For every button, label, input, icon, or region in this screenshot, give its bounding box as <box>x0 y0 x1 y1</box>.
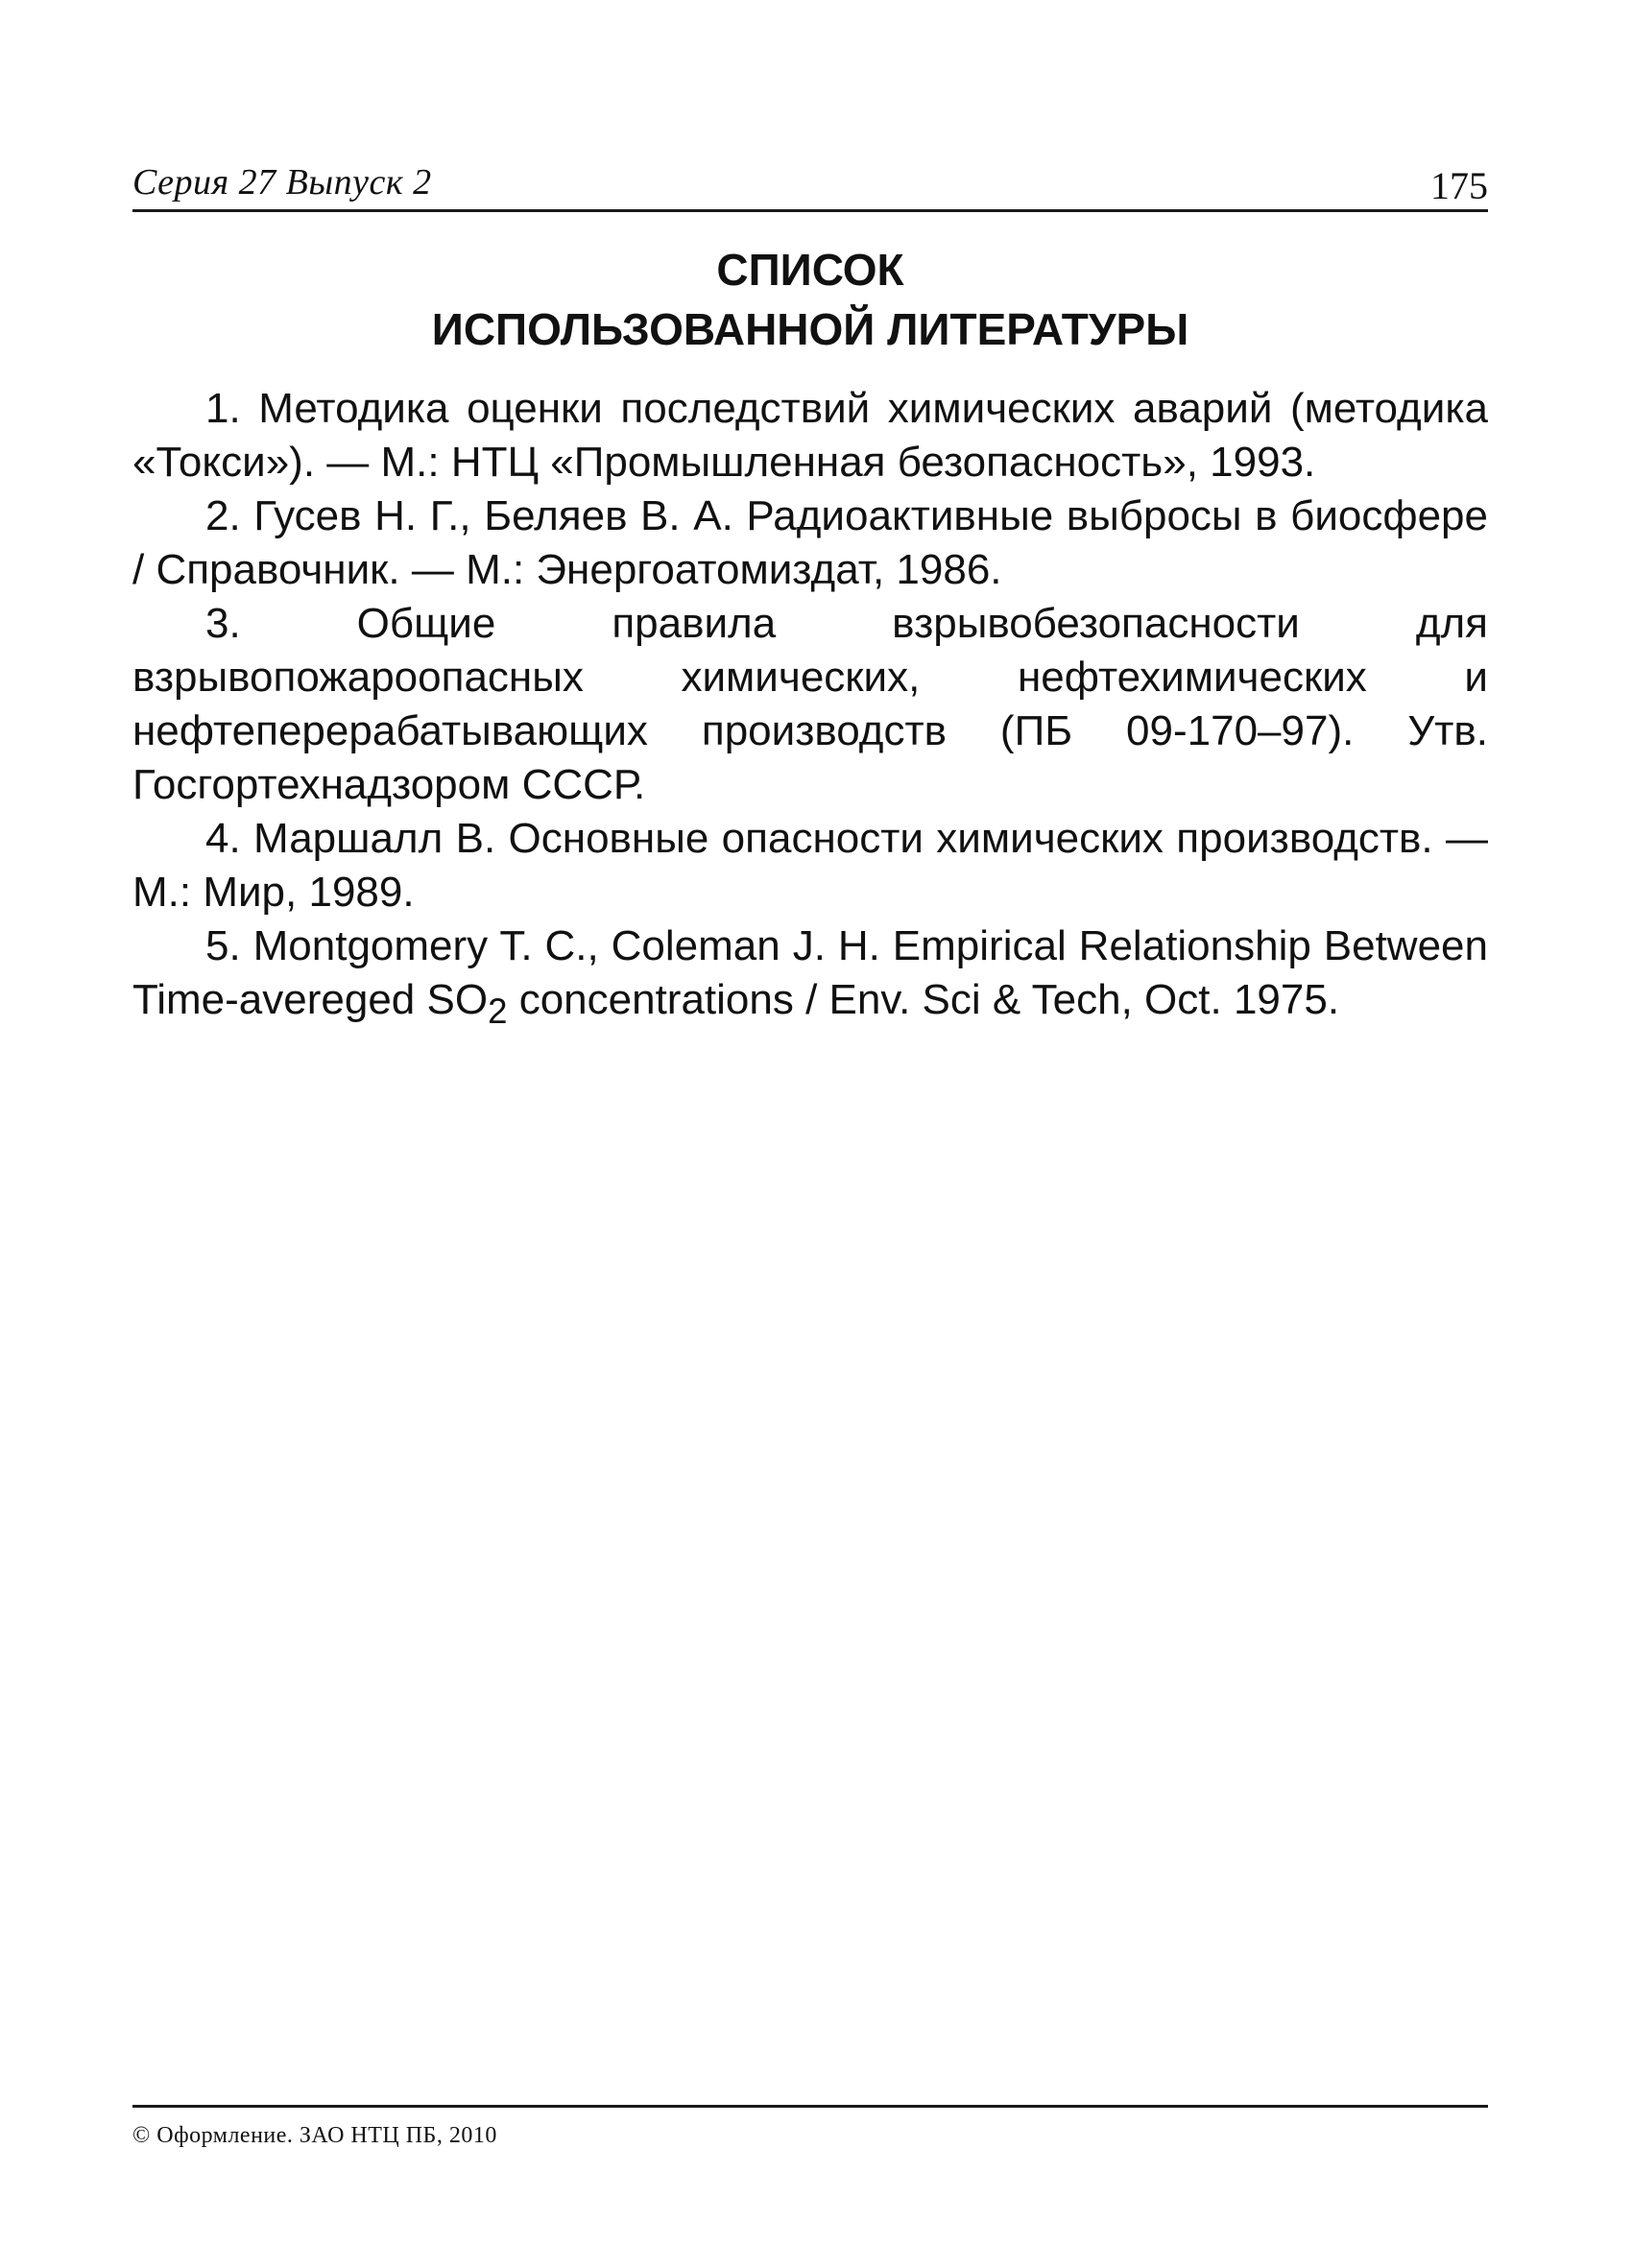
reference-item-1: 1. Методика оценки последствий химических аварий (методика «Токси»). — М.: НТЦ «Промышленная безопасность», 1993. <box>132 385 1488 486</box>
title-line-2: ИСПОЛЬЗОВАННОЙ ЛИТЕРАТУРЫ <box>431 304 1189 354</box>
series-issue-label: Серия 27 Выпуск 2 <box>132 162 432 203</box>
reference-item-5 <box>132 919 1488 1039</box>
title-line-1: СПИСОК <box>716 245 904 295</box>
reference-item-5-subscript: 2 <box>488 991 508 1031</box>
page-title <box>132 240 1488 359</box>
copyright-notice: © Оформление. ЗАО НТЦ ПБ, 2010 <box>132 2123 497 2148</box>
page-footer <box>132 2105 1488 2149</box>
reference-list <box>132 382 1488 1039</box>
reference-item-4: 4. Маршалл В. Основные опасности химических производств. — М.: Мир, 1989. <box>132 815 1488 916</box>
page-number: 175 <box>1430 164 1488 207</box>
reference-item-5-tail: concentrations / Env. Sci & Tech, Oct. 1975. <box>507 976 1340 1023</box>
reference-item-3: 3. Общие правила взрывобезопасности для взрывопожароопасных химических, нефтехимических и нефтеперерабатывающих производств (ПБ 09-170–97). Утв. Госгортехнадзором СССР. <box>132 600 1488 808</box>
page-header <box>132 154 1488 212</box>
reference-item-5-text: 5. Montgomery T. C., Coleman J. H. Empirical Relationship Between Time-avereged SO <box>132 922 1488 1023</box>
reference-item-2: 2. Гусев Н. Г., Беляев В. А. Радиоактивные выбросы в биосфере / Справочник. — М.: Энергоатомиздат, 1986. <box>132 492 1488 593</box>
